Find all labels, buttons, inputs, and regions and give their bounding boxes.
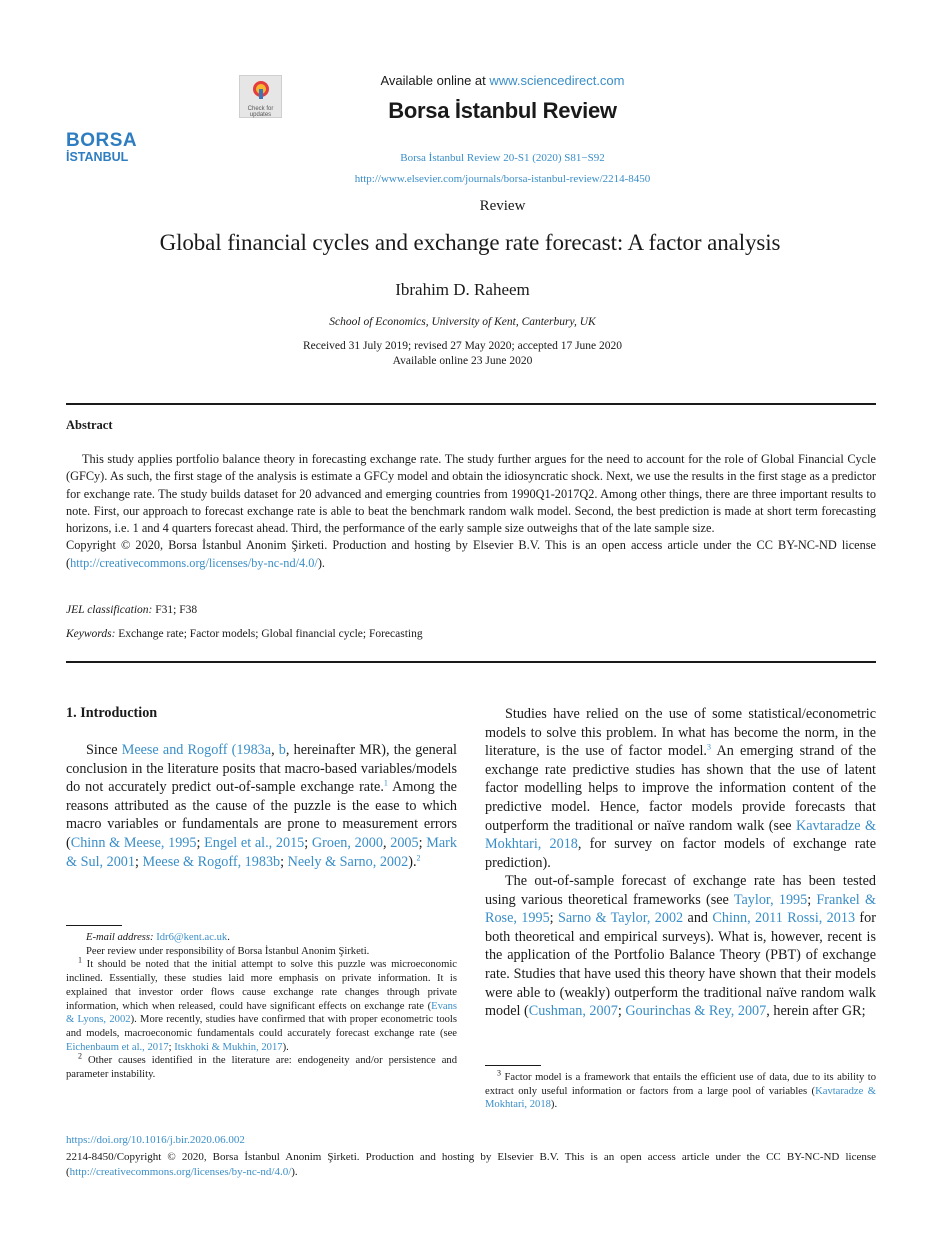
email-label: E-mail address: — [86, 932, 154, 943]
footer-copyright-end: ). — [291, 1166, 298, 1178]
journal-url[interactable]: http://www.elsevier.com/journals/borsa-istanbul-review/2214-8450 — [354, 173, 651, 185]
footnote-1-text: It should be noted that the initial attempt to solve this puzzle was microeconomic inclined. Essentially, these studies laid more emphasis on private information. It is explained that investor order flows cause exchange rate changes through private information, which when released, could have significant effects on exchange rate ( — [66, 959, 457, 1012]
abstract-text: This study applies portfolio balance theory in forecasting exchange rate. The study further argues for the need to account for the role of Global Financial Cycle (GFCy). As such, the first stage of the analysis is estimate a GFCy model and obtain the idiosyncratic shock. Next, we use the results in the first stage as a predictor for exchange rate. The study builds dataset for 20 advanced and emerging countries from 1990Q1-2017Q2. Among other things, there are three important results to note. First, our approach to forecast exchange rate is able to beat the benchmark random walk model. Second, the best prediction is made at short term forecasting horizons, i.e. 1 and 4 quarters forecast ahead. Third, the performance of the early sample size outweighs that of the late sample size. — [66, 452, 876, 536]
available-online-date: Available online 23 June 2020 — [392, 355, 533, 367]
keywords — [66, 628, 423, 640]
p3-text: and — [683, 910, 713, 927]
p1-text: ; — [280, 853, 288, 870]
p2-text: , for survey on factor models of exchange rate prediction). — [485, 836, 876, 871]
ref-sarno-taylor-2002[interactable]: Sarno & Taylor, 2002 — [557, 910, 684, 927]
p3-text: The out-of-sample forecast of exchange rate has been tested using various theoretical frameworks (see — [485, 873, 876, 908]
intro-paragraph-1 — [66, 741, 457, 871]
ref-engel-2015[interactable]: Engel et al., 2015 — [204, 834, 305, 851]
jel-classification — [66, 604, 197, 616]
p2-text: An emerging strand of the exchange rate predictive studies has shown that the use of latent factor modelling helps to improve the information content of the predictive model. Hence, factor models provide forecasts that outperform the traditional or naïve random walk (see — [485, 743, 876, 834]
email-end: . — [227, 932, 230, 943]
article-type: Review — [479, 198, 526, 214]
logo-word-istanbul: İSTANBUL — [66, 150, 129, 164]
footnote-ref-2[interactable]: 2 — [416, 852, 421, 862]
journal-title: Borsa İstanbul Review — [388, 98, 617, 123]
p3-text: ; — [617, 1003, 626, 1020]
available-online-line — [0, 73, 925, 88]
doi-link[interactable]: https://doi.org/10.1016/j.bir.2020.06.002 — [66, 1134, 245, 1146]
abstract-heading: Abstract — [66, 418, 113, 432]
email-link[interactable]: Idr6@kent.ac.uk — [156, 932, 228, 943]
article-dates: Received 31 July 2019; revised 27 May 2020; accepted 17 June 2020 — [302, 340, 623, 352]
divider-top — [66, 403, 876, 405]
ref-eichenbaum-2017[interactable]: Eichenbaum et al., 2017 — [66, 1041, 169, 1053]
footnote-divider-left — [66, 925, 122, 926]
divider-bottom — [66, 661, 876, 663]
ref-mark-sul-2001[interactable]: Mark & Sul, 2001 — [66, 834, 457, 870]
p2-text: Studies have relied on the use of some statistical/econometric models to solve this problem. In what has become the norm, in the literature, is the use of factor model. — [485, 706, 876, 760]
footnote-1-text: ). — [282, 1041, 289, 1053]
intro-paragraph-2 — [485, 705, 876, 872]
abstract-copyright-end: ). — [317, 555, 325, 570]
footnotes-left — [66, 931, 457, 1082]
ref-meese-rogoff-b[interactable]: b — [278, 742, 286, 758]
peer-review-note: Peer review under responsibility of Borsa İstanbul Anonim Şirketi. — [86, 945, 370, 957]
footer-copyright-text: 2214-8450/Copyright © 2020, Borsa İstanbul Anonim Şirketi. Production and hosting by Elsevier B.V. This is an open access article under the CC BY-NC-ND license ( — [66, 1151, 876, 1178]
p3-text: , herein after GR; — [766, 1003, 866, 1020]
p1-text: Since — [86, 742, 122, 758]
abstract-license-link[interactable]: http://creativecommons.org/licenses/by-nc-nd/4.0/ — [70, 555, 318, 570]
footnote-ref-3[interactable]: 3 — [706, 742, 711, 752]
footnote-3-mark: 3 — [497, 1068, 501, 1078]
p3-text: ; — [807, 891, 817, 908]
ref-cushman-2007[interactable]: Cushman, 2007 — [528, 1003, 618, 1020]
section-heading-introduction: 1. Introduction — [66, 705, 158, 721]
footnote-2 — [66, 1051, 457, 1081]
ref-evans-lyons-2002[interactable]: Evans & Lyons, 2002 — [66, 1000, 457, 1026]
ref-groen-2005[interactable]: 2005 — [390, 834, 419, 851]
p3-text: ; — [549, 910, 558, 927]
p1-text: , hereinafter MR), the general conclusion in the literature posits that macro-based variables/models do not accurately predict out-of-sample exchange rate. — [66, 742, 457, 796]
p1-text: ; — [418, 834, 427, 851]
ref-meese-rogoff-1983a[interactable]: Meese and Rogoff (1983a — [121, 742, 272, 758]
jel-label: JEL classification: — [66, 604, 153, 616]
badge-line-1: Check for — [247, 106, 274, 112]
intro-paragraph-3 — [485, 872, 876, 1021]
keywords-value: Exchange rate; Factor models; Global financial cycle; Forecasting — [115, 628, 423, 640]
footer-copyright — [66, 1150, 876, 1180]
footnote-2-mark: 2 — [78, 1051, 82, 1061]
journal-citation[interactable]: Borsa İstanbul Review 20-S1 (2020) S81−S92 — [400, 152, 605, 164]
p3-text: for both theoretical and empirical surveys). What is, however, recent is the application of the Portfolio Balance Theory (PBT) of exchange rate. Studies that have used this theory have shown that their models were able to (weakly) outperform the traditional naïve random walk model ( — [485, 910, 876, 1020]
p1-text: ; — [134, 853, 143, 870]
ref-chinn-meese-1995[interactable]: Chinn & Meese, 1995 — [70, 834, 197, 851]
ref-taylor-1995[interactable]: Taylor, 1995 — [733, 891, 808, 908]
ref-kavtaradze-mokhtari-2018-fn[interactable]: Kavtaradze & Mokhtari, 2018 — [485, 1085, 876, 1111]
affiliation: School of Economics, University of Kent, Canterbury, UK — [329, 316, 596, 328]
p1-text: , — [271, 742, 279, 758]
footnote-ref-1[interactable]: 1 — [383, 778, 388, 788]
ref-neely-sarno-2002[interactable]: Neely & Sarno, 2002 — [287, 853, 409, 870]
email-line — [66, 931, 457, 945]
ref-chinn-2011[interactable]: Chinn, 2011 — [712, 910, 783, 927]
p1-text: ; — [304, 834, 312, 851]
footnote-1-text: ; — [168, 1041, 175, 1053]
p1-text: Among the reasons attributed as the cause of the puzzle is the ease to which macro variables or fundamentals are prone to measurement errors ( — [66, 779, 457, 851]
footer-license-link[interactable]: http://creativecommons.org/licenses/by-nc-nd/4.0/ — [69, 1166, 292, 1178]
p1-text: , — [382, 834, 391, 851]
available-online-text: Available online at — [380, 73, 490, 88]
ref-frankel-rose-1995[interactable]: Frankel & Rose, 1995 — [485, 891, 877, 927]
footnotes-right — [485, 1068, 876, 1112]
footnote-3-text: Factor model is a framework that entails the efficient use of data, due to its ability to extract only useful information or factors from a large pool of variables ( — [485, 1072, 876, 1097]
sciencedirect-link[interactable]: www.sciencedirect.com — [489, 73, 625, 88]
keywords-label: Keywords: — [66, 628, 116, 640]
abstract-copyright — [66, 537, 876, 572]
footnote-divider-right — [485, 1065, 541, 1066]
p1-text: ). — [408, 853, 417, 870]
footnote-1-mark: 1 — [78, 955, 82, 965]
ref-gourinchas-rey-2007[interactable]: Gourinchas & Rey, 2007 — [625, 1003, 767, 1020]
abstract-copyright-text: Copyright © 2020, Borsa İstanbul Anonim Şirketi. Production and hosting by Elsevier B.V. This is an open access article under the CC BY-NC-ND license ( — [66, 538, 876, 570]
footnote-1 — [66, 955, 458, 1054]
abstract-body — [66, 451, 876, 572]
footnote-1-text: ). More recently, studies have confirmed that with proper econometric tools and models, macroeconomic fundamentals could accurately forecast exchange rate (see — [66, 1014, 458, 1039]
ref-kavtaradze-mokhtari-2018[interactable]: Kavtaradze & Mokhtari, 2018 — [485, 817, 877, 853]
p1-text: ; — [196, 834, 205, 851]
logo-word-borsa: BORSA — [66, 130, 138, 151]
footnote-2-text: Other causes identified in the literature are: endogeneity and/or persistence and parameter instability. — [66, 1055, 457, 1081]
badge-line-2: updates — [249, 112, 272, 118]
ref-itskhoki-mukhin-2017[interactable]: Itskhoki & Mukhin, 2017 — [174, 1041, 283, 1053]
jel-value: F31; F38 — [152, 604, 198, 616]
ref-meese-rogoff-1983b[interactable]: Meese & Rogoff, 1983b — [142, 853, 281, 870]
ref-groen-2000[interactable]: Groen, 2000 — [311, 834, 383, 851]
author-name: Ibrahim D. Raheem — [395, 280, 530, 299]
footnote-3-text: ). — [550, 1099, 558, 1111]
ref-rossi-2013[interactable]: Rossi, 2013 — [787, 910, 856, 927]
article-title: Global financial cycles and exchange rate forecast: A factor analysis — [159, 230, 781, 255]
